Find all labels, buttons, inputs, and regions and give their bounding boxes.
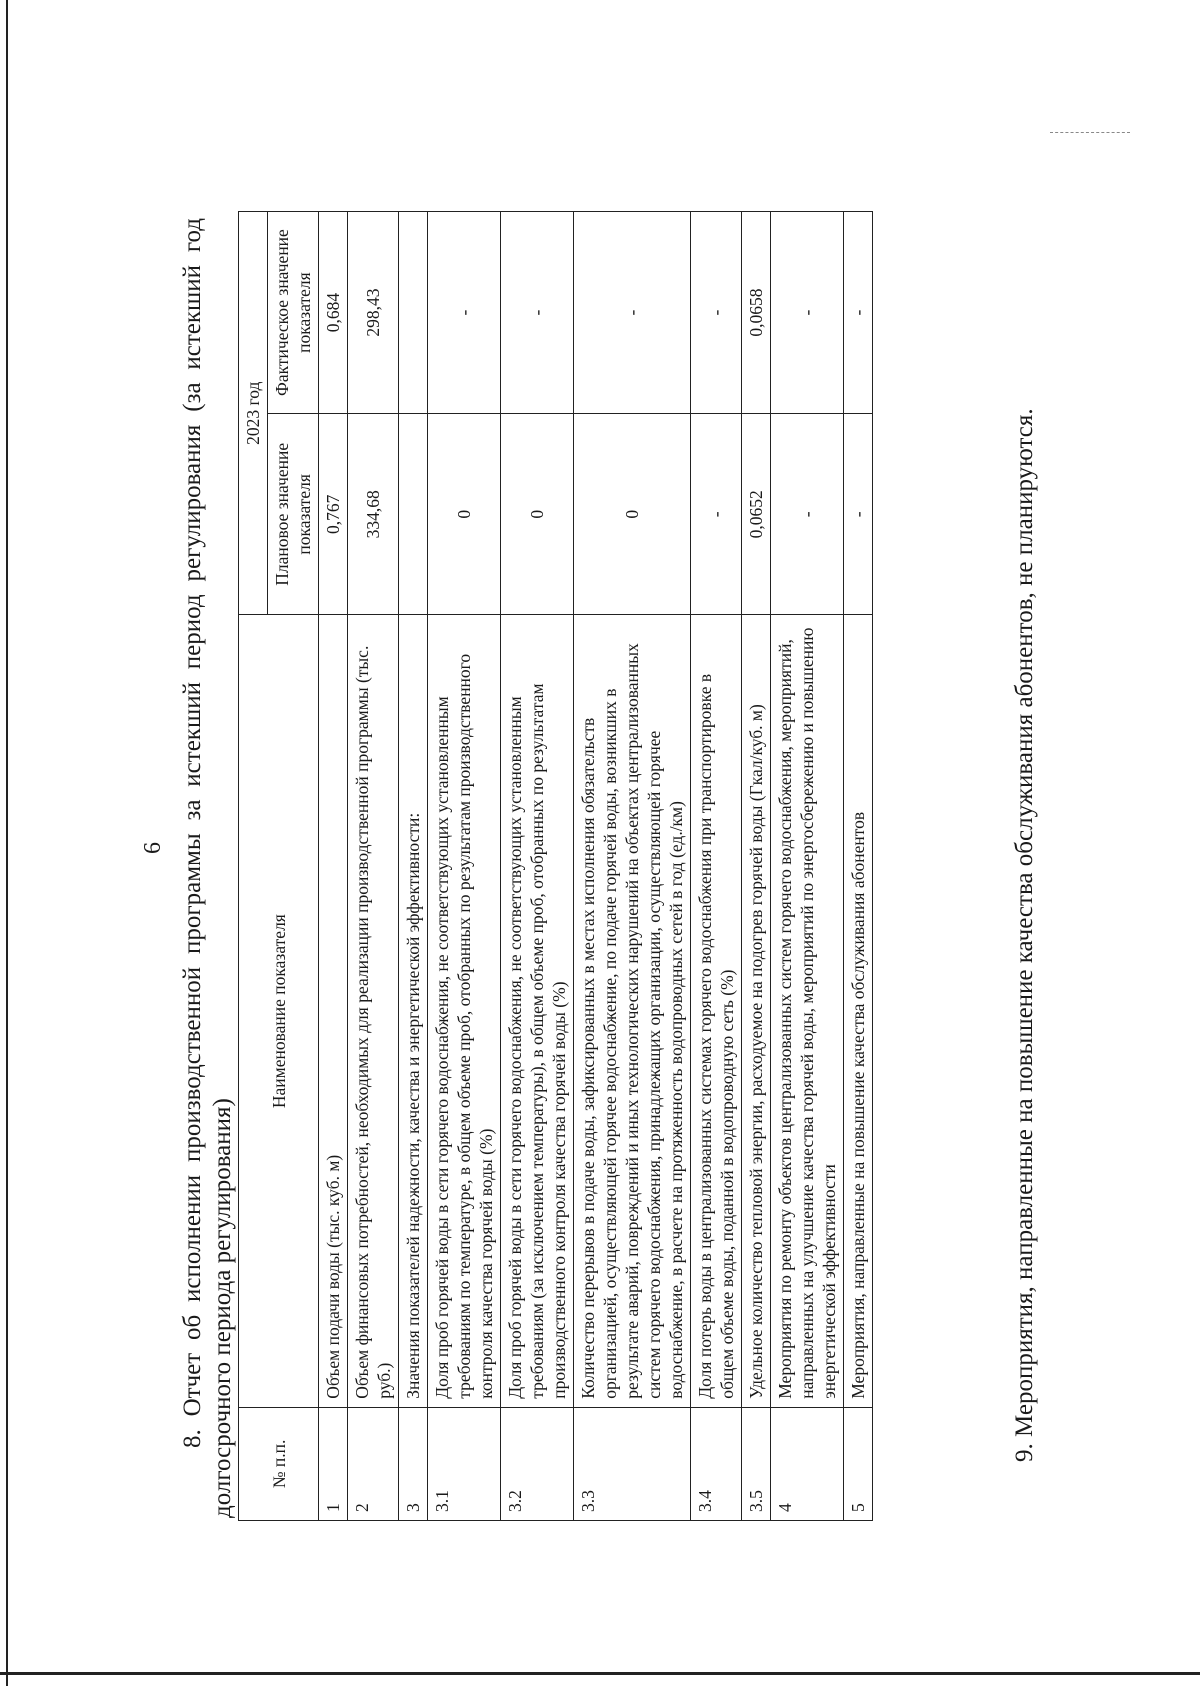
row-indicator-name: Доля проб горячей воды в сети горячего водоснабжения, не соответствующих установленным требованиям (за исключением температуры), в общем объеме проб, отобранных по результатам производственного контроля качества горячей воды (%) [501,615,574,1407]
row-number: 2 [348,1407,399,1520]
row-indicator-name: Доля потерь воды в централизованных системах горячего водоснабжения при транспортировке в общем объеме воды, поданной в водопроводную сеть (%) [691,615,742,1407]
row-actual-value: 0,0658 [742,212,771,414]
table-row [428,212,501,1521]
row-indicator-name: Доля проб горячей воды в сети горячего водоснабжения, не соответствующих установленным требованиям по температуре, в общем объеме проб, отобранных по результатам производственного контроля качества горячей воды (%) [428,615,501,1407]
row-actual-value [399,212,428,414]
header-actual-value: Фактическое значение показателя [268,212,319,414]
row-planned-value: 0,0652 [742,414,771,615]
section-8-heading: 8. Отчет об исполнении производственной программы за истекший период регулирования (за истекший год долгосрочного периода регулирования) [179,218,236,1518]
row-number: 3.3 [574,1407,691,1520]
header-planned-value: Плановое значение показателя [268,414,319,615]
row-planned-value: 0 [428,414,501,615]
header-year: 2023 год [239,212,268,615]
row-number: 3.1 [428,1407,501,1520]
table-row [348,212,399,1521]
row-actual-value: - [574,212,691,414]
row-actual-value: - [428,212,501,414]
production-program-report-table [238,211,873,1521]
row-actual-value: 298,43 [348,212,399,414]
row-actual-value: - [691,212,742,414]
row-indicator-name: Удельное количество тепловой энергии, расходуемое на подогрев горячей воды (Гкал/куб. м) [742,615,771,1407]
row-planned-value: 0 [574,414,691,615]
row-planned-value: 0 [501,414,574,615]
row-actual-value: - [844,212,873,414]
row-indicator-name: Мероприятия по ремонту объектов централизованных систем горячего водоснабжения, мероприятий, направленных на улучшение качества горячей воды, мероприятий по энергосбережению и повышению энергетической эффективности [771,615,844,1407]
row-indicator-name: Объем подачи воды (тыс. куб. м) [319,615,348,1407]
row-planned-value [399,414,428,615]
table-row [844,212,873,1521]
row-indicator-name: Мероприятия, направленные на повышение качества обслуживания абонентов [844,615,873,1407]
table-row [319,212,348,1521]
table-row [742,212,771,1521]
row-indicator-name: Значения показателей надежности, качества и энергетической эффективности: [399,615,428,1407]
row-indicator-name: Объем финансовых потребностей, необходимых для реализации производственной программы (тыс. руб.) [348,615,399,1407]
row-indicator-name: Количество перерывов в подаче воды, зафиксированных в местах исполнения обязательств организацией, осуществляющей горячее водоснабжение, по подаче горячей воды, возникших в результате аварий, повреждений и иных технологических нарушений на объектах централизованных систем горячего водоснабжения, принадлежащих организации, осуществляющей горячее водоснабжение, в расчете на протяженность водопроводных сетей в год (ед./км) [574,615,691,1407]
row-planned-value: - [771,414,844,615]
header-number: № п.п. [239,1407,319,1520]
row-actual-value: 0,684 [319,212,348,414]
row-number: 3.4 [691,1407,742,1520]
table-row [691,212,742,1521]
row-planned-value: - [844,414,873,615]
page-number: 6 [140,842,166,854]
row-planned-value: - [691,414,742,615]
row-planned-value: 334,68 [348,414,399,615]
table-row [771,212,844,1521]
row-number: 3 [399,1407,428,1520]
row-number: 5 [844,1407,873,1520]
row-number: 3.2 [501,1407,574,1520]
row-number: 3.5 [742,1407,771,1520]
section-9-text: 9. Мероприятия, направленные на повышение качества обслуживания абонентов, не планируются. [1011,408,1038,1462]
table-row [574,212,691,1521]
row-planned-value: 0,767 [319,414,348,615]
row-actual-value: - [771,212,844,414]
row-actual-value: - [501,212,574,414]
header-indicator-name: Наименование показателя [239,615,319,1407]
row-number: 4 [771,1407,844,1520]
row-number: 1 [319,1407,348,1520]
table-row [501,212,574,1521]
table-row [399,212,428,1521]
